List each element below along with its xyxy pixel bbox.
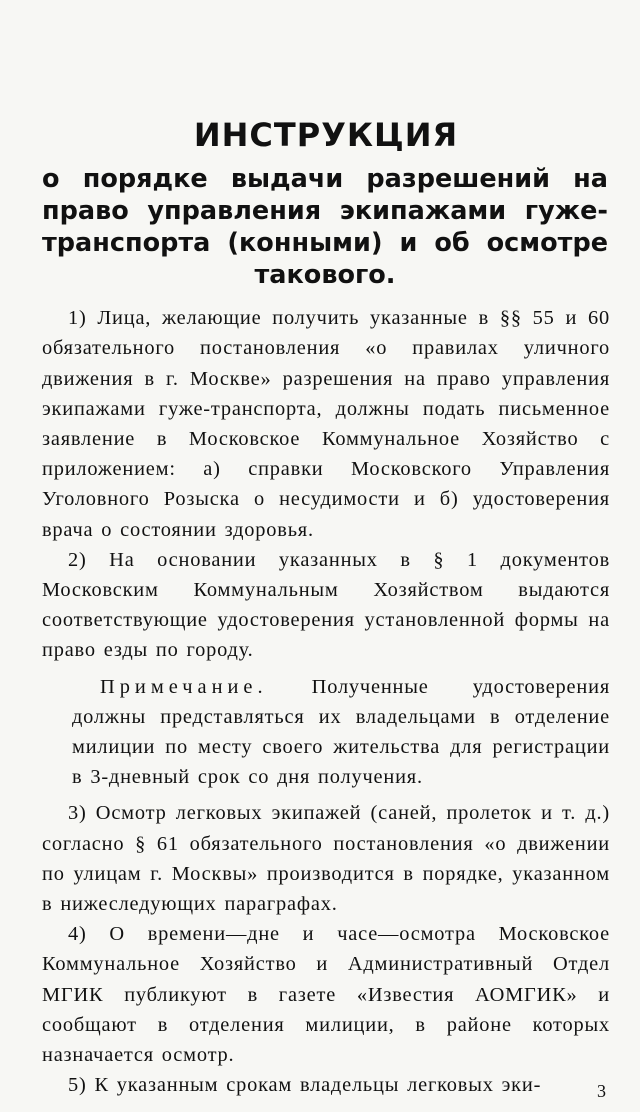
paragraph-2: 2) На основании указанных в § 1 документов Московским Коммунальным Хозяйством выдаются соответствующие удостоверения установленной формы на право езды по городу.	[42, 548, 610, 662]
paragraph-1: 1) Лица, желающие получить указанные в §§ 55 и 60 обязательного постановления «о правилах уличного движения в г. Москве» разрешения на право управления экипажами гуже-транспорта, должны подать письменное заявление в Московское Коммунальное Хозяйство с приложением: а) справки Московского Управления Уголовного Розыска о несудимости и б) удостоверения врача о состоянии здоровья.	[42, 307, 610, 541]
paragraph-5: 5) К указанным срокам владельцы легковых эки-	[68, 1074, 542, 1097]
paragraph-3: 3) Осмотр легковых экипажей (саней, пролеток и т. д.) согласно § 61 обязательного постановления «о движении по улицам г. Москвы» производится в порядке, указанном в нижеследующих параграфах.	[42, 802, 610, 916]
document-subtitle: о порядке выдачи разрешений на право управления экипажами гуже-транспорта (конными) и об осмотре такового.	[42, 164, 608, 291]
note-paragraph	[42, 672, 610, 793]
page-number: 3	[597, 1081, 606, 1101]
note-text: Полученные удостоверения должны представляться их владельцами в отделение милиции по месту своего жительства для регистрации в 3-дневный срок со дня получения.	[72, 675, 610, 789]
document-body	[42, 303, 610, 1100]
document-title: ИНСТРУКЦИЯ	[193, 116, 459, 154]
note-label: Примечание.	[100, 675, 268, 698]
paragraph-4: 4) О времени—дне и часе—осмотра Московское Коммунальное Хозяйство и Административный Отдел МГИК публикуют в газете «Известия АОМГИК» и сообщают в отделения милиции, в районе которых назначается осмотр.	[42, 923, 610, 1067]
